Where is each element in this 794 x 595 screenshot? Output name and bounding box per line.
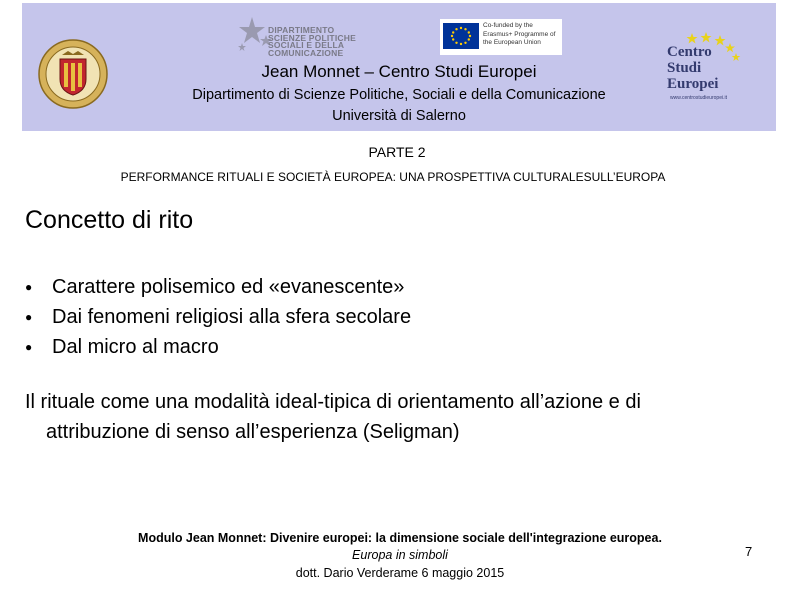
body-paragraph: [25, 387, 775, 447]
footer-subtitle: Europa in simboli: [352, 548, 448, 562]
bullet-icon: ●: [25, 340, 33, 354]
list-item: [25, 272, 411, 302]
bullet-text: Carattere polisemico ed «evanescente»: [52, 276, 405, 298]
bullet-icon: ●: [25, 310, 33, 324]
department-name: Dipartimento di Scienze Politiche, Sociali e della Comunicazione: [192, 87, 606, 103]
dept-logo-line-2: SCIENZE POLITICHE: [268, 32, 356, 43]
footer-module: Modulo Jean Monnet: Divenire europei: la dimensione sociale dell'integrazione europea.: [138, 531, 662, 545]
eu-cofunded-logo: [440, 19, 562, 55]
dept-logo-line-1: DIPARTIMENTO: [268, 25, 335, 35]
bullet-list: [25, 272, 411, 362]
center-name: Jean Monnet – Centro Studi Europei: [261, 62, 537, 81]
footer-author: dott. Dario Verderame 6 maggio 2015: [295, 566, 505, 580]
eu-flag-icon: [443, 23, 479, 49]
part-label: PARTE 2: [368, 144, 426, 160]
slide-heading: Concetto di rito: [25, 206, 194, 234]
cse-logo-word-3: Europei: [667, 76, 719, 92]
list-item: [25, 332, 411, 362]
page-number: 7: [745, 544, 753, 559]
paragraph-line-1: Il rituale come una modalità ideal-tipica di orientamento all’azione e di: [25, 391, 641, 413]
cse-logo-url: www.centrostudieuropei.it: [670, 95, 727, 101]
header-banner: [22, 3, 776, 131]
star-cluster-icon: [232, 15, 272, 55]
bullet-icon: ●: [25, 280, 33, 294]
university-name: Università di Salerno: [332, 108, 466, 124]
cse-logo-word-2: Studi: [667, 60, 702, 76]
department-logo: [232, 15, 407, 57]
list-item: [25, 302, 411, 332]
cse-logo-word-1: Centro: [667, 44, 712, 60]
paragraph-line-2: attribuzione di senso all’esperienza (Seligman): [46, 421, 460, 443]
section-subtitle: PERFORMANCE RITUALI E SOCIETÀ EUROPEA: UNA PROSPETTIVA CULTURALESULL’EUROPA: [120, 170, 666, 184]
bullet-text: Dai fenomeni religiosi alla sfera secolare: [52, 306, 412, 328]
dept-logo-line-3: SOCIALI E DELLA COMUNICAZIONE: [268, 40, 344, 58]
eu-logo-text: Co-funded by the Erasmus+ Programme of the European Union: [483, 22, 556, 46]
bullet-text: Dal micro al macro: [52, 336, 219, 358]
